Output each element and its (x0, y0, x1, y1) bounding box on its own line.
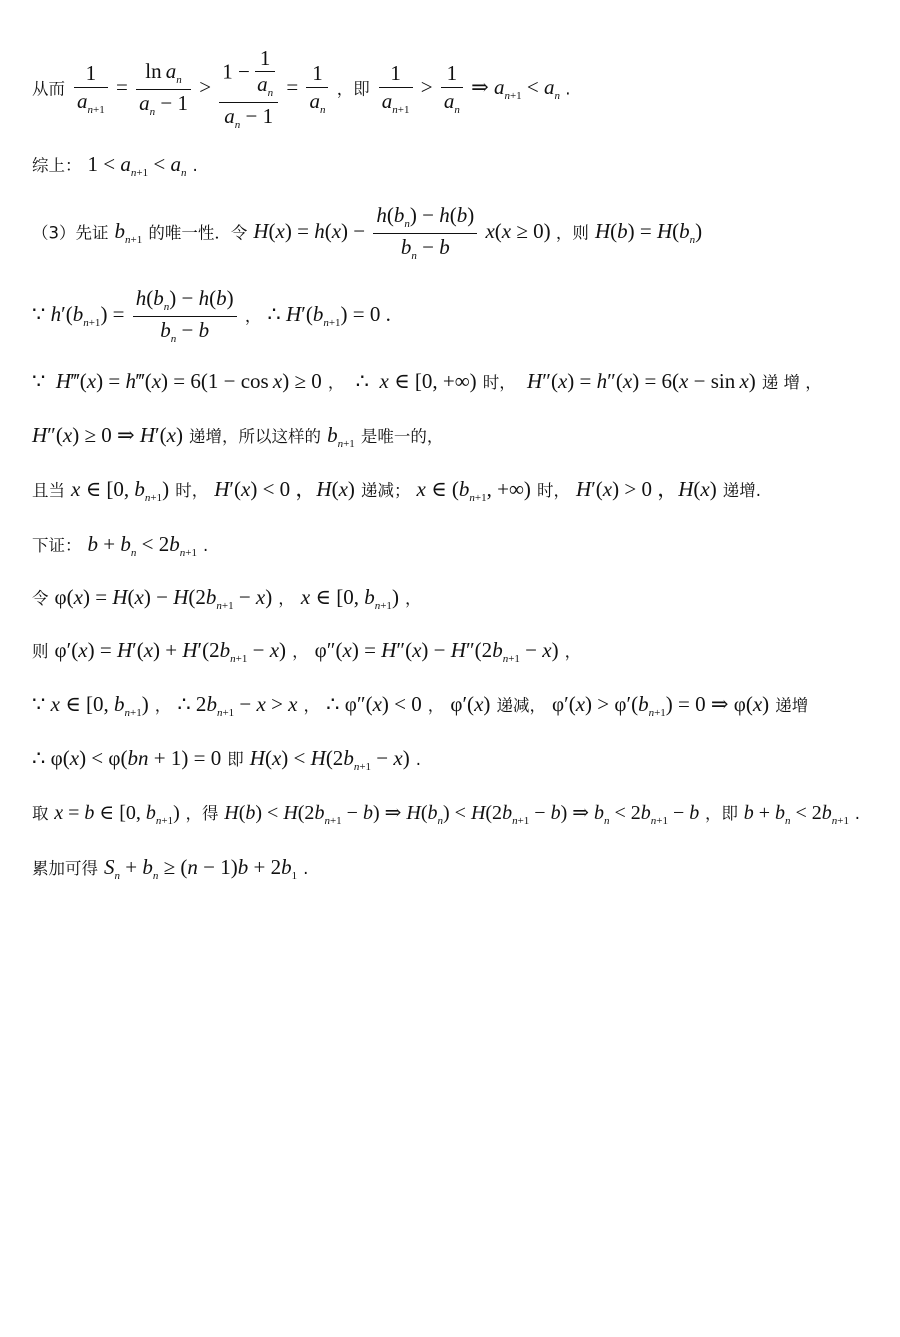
text-lead: 综上： (32, 156, 82, 175)
text-lead: （3）先证 (32, 223, 109, 243)
equation-line-1 (32, 48, 571, 131)
text-lead: 且当 (32, 481, 65, 500)
text-mid: ， (244, 306, 262, 326)
text-tail: 是唯一的， (360, 427, 444, 446)
text-mid1: ， (327, 373, 345, 392)
text-tail: . (303, 859, 309, 878)
text-b: ， (303, 696, 321, 715)
equation-line-14: 累加可得 $S_n + b_n \ge (n - 1)b + 2b_1$ . (32, 855, 309, 882)
text-tail: 递 增 ， (761, 373, 822, 392)
equation-line-11: ∵ x ∈ [0, $b_{n+1}$) ， ∴ $2b_{n+1} - x > x$ ， ∴ φ″(x) < 0 ， φ′(x) 递减， $\varphi'(x) > \varphi'(b_{n+1}) = 0$ ⇒ φ(x) 递增 (32, 692, 809, 719)
text-tail: . (203, 536, 209, 555)
text-tail: . (565, 79, 571, 99)
text-tail: ， (564, 642, 582, 661)
text-mid2: ，则 (555, 223, 589, 243)
text-mid: 递增，所以这样的 (189, 427, 322, 446)
text-c: ， (427, 696, 445, 715)
text-lead: 则 (32, 642, 49, 661)
text-tail: . (192, 156, 198, 175)
text-lead: 令 (32, 589, 49, 608)
text-a: 时， (175, 481, 209, 500)
equation-line-13: 取 x = b ∈ [0, $b_{n+1}$) ，得 $H(b) < H(2b_{n+1} - b)$ ⇒ $H(b_n) < H(2b_{n+1} - b)$ ⇒ $b_n < 2b_{n+1} - b$ ，即 $b + b_n < 2b_{n+1}$ . (32, 802, 860, 827)
text-e: 递增 (775, 696, 809, 715)
equation-line-7: 且当 x ∈ [0, $b_{n+1}$) 时， H′(x) < 0 ，H(x) 递减； x ∈ ($b_{n+1}$, +∞) 时， H′(x) > 0 ，H(x) 递增. (32, 477, 761, 504)
equation-line-8: 下证： $b + b_n < 2b_{n+1}$ . (32, 532, 209, 559)
equation-line-9: 令 $\varphi(x) = H(x) - H(2b_{n+1} - x)$ ， x ∈ [0, $b_{n+1}$) ， (32, 585, 422, 612)
text-mid: ， (292, 642, 309, 661)
equation-line-2 (32, 154, 198, 179)
text-mid: ， (278, 589, 295, 608)
equation-line-3: （3）先证 $b_{n+1}$ 的唯一性．令 H(x) = h(x) − $\frac{h(b_n) - h(b)}{b_n - b}$ x(x ≥ 0) ，则 $H(b) = H(b_n)$ (32, 203, 703, 262)
text-tail: ， (404, 589, 422, 608)
text-mid1: 的唯一性．令 (148, 223, 248, 243)
text-mid2: 时， (482, 373, 516, 392)
text-lead: 取 (32, 804, 49, 823)
text-d: 递增. (722, 481, 761, 500)
equation-line-6: H″(x) ≥ 0 ⇒ H′(x) 递增，所以这样的 $b_{n+1}$ 是唯一的， (32, 423, 444, 450)
math-derivative-h: ∵ $h'(b_{n+1})$ = $\frac{h(b_n) - h(b)}{b_n - b}$ (32, 302, 245, 326)
equation-line-10: 则 $\varphi'(x) = H'(x) + H'(2b_{n+1} - x)$ ， $\varphi''(x) = H''(x) - H''(2b_{n+1} - x)$ ， (32, 638, 582, 665)
text-mid: 即 (227, 750, 244, 769)
text-b: 递减； (360, 481, 411, 500)
math-inequality-chain: $\frac{1}{a_{n+1}}$ = $\frac{\ln a_n}{a_n - 1}$ > 1 − $\frac{1}{a_n}$ $a_n - 1$ = $\frac{1}{a_n}$ (71, 75, 337, 99)
text-b: ，即 (705, 804, 738, 823)
text-lead: 累加可得 (32, 859, 98, 878)
text-c: 时， (536, 481, 570, 500)
equation-line-5: ∵ H‴(x) = h‴(x) = 6(1 − cos x) ≥ 0 ， ∴ x ∈ [0, +∞) 时， H″(x) = h″(x) = 6(x − sin x) 递 增 ， (32, 369, 822, 393)
text-d: 递减， (496, 696, 546, 715)
text-tail: . (415, 750, 421, 769)
math-def-H: H(x) = h(x) − $\frac{h(b_n) - h(b)}{b_n - b}$ x(x ≥ 0) (253, 203, 556, 262)
text-lead: 下证： (32, 536, 82, 555)
math-summary: $1 < a_{n+1} < a_n$ (87, 152, 187, 179)
text-lead: 从而 (32, 79, 65, 99)
text-a: ，得 (185, 804, 219, 823)
text-mid: ，即 (336, 79, 370, 99)
text-tail: . (854, 804, 860, 823)
text-a: ， (154, 696, 172, 715)
math-conclusion: $\frac{1}{a_{n+1}}$ > $\frac{1}{a_n}$ ⇒ $a_{n+1} < a_n$ (376, 75, 565, 99)
equation-line-12: ∴ φ(x) < φ(bn + 1) = 0 即 $H(x) < H(2b_{n+1} - x)$ . (32, 746, 421, 773)
equation-line-4: ∵ $h'(b_{n+1})$ = $\frac{h(b_n) - h(b)}{b_n - b}$ ， ∴ $H'(b_{n+1}) = 0$ . (32, 286, 391, 345)
